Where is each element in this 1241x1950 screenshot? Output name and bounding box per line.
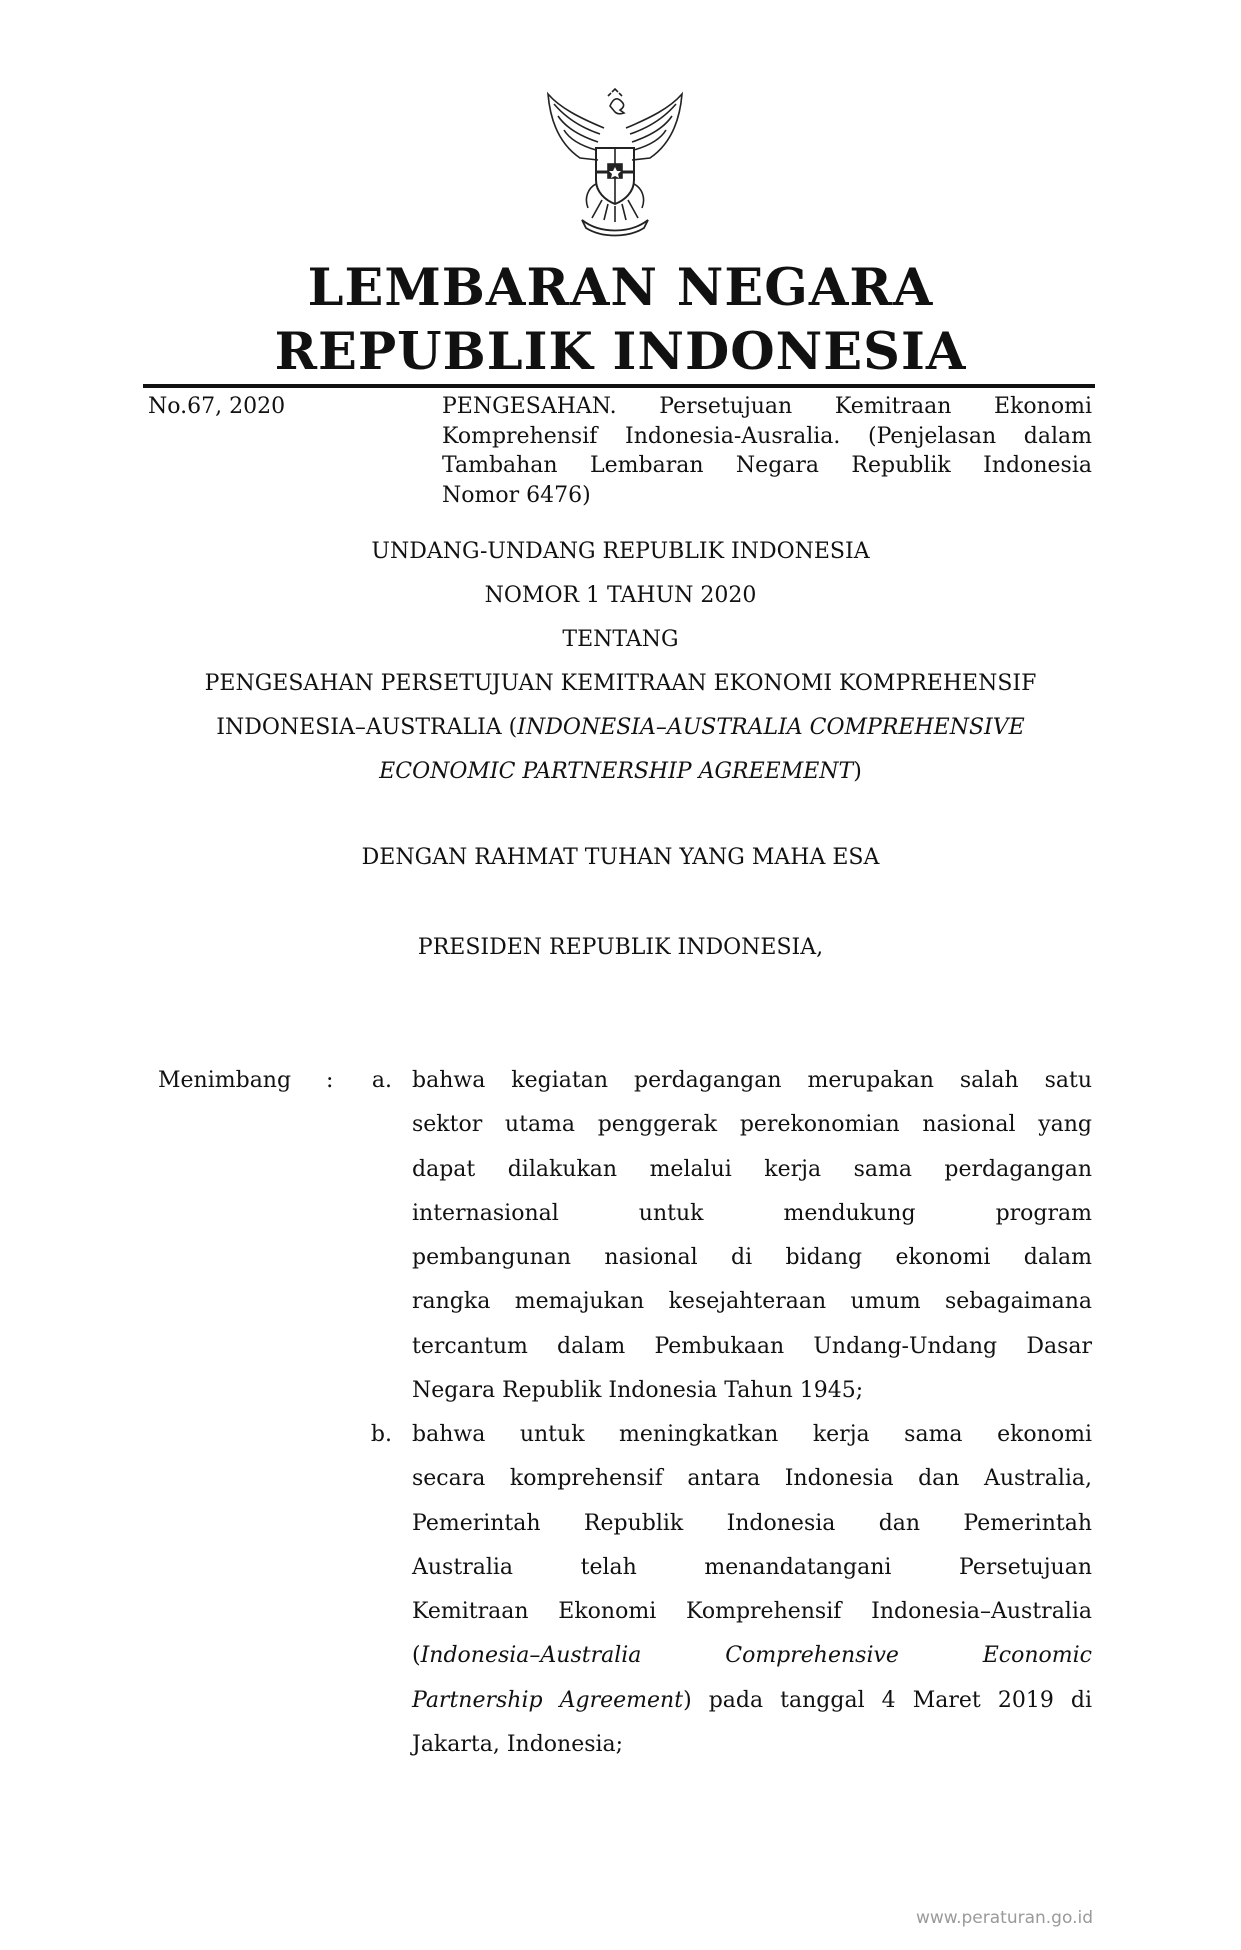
law-subject-line1: PENGESAHAN PERSETUJUAN KEMITRAAN EKONOMI KOMPREHENSIF <box>204 671 1037 696</box>
consideration-item-b <box>412 1413 1092 1767</box>
item-line: rangka memajukan kesejahteraan umum sebagaimana <box>412 1289 1092 1315</box>
gazette-number: No.67, 2020 <box>148 394 286 419</box>
law-subject-prefix: INDONESIA–AUSTRALIA ( <box>216 715 518 740</box>
considerations-colon: : <box>326 1068 334 1093</box>
item-line: Jakarta, Indonesia; <box>412 1732 624 1758</box>
item-line <box>412 1634 1092 1678</box>
law-subject-english: ECONOMIC PARTNERSHIP AGREEMENT <box>379 759 854 784</box>
item-line: Negara Republik Indonesia Tahun 1945; <box>412 1378 864 1404</box>
law-about: TENTANG <box>562 627 679 652</box>
item-letter-a: a. <box>371 1068 392 1093</box>
masthead-divider <box>143 384 1095 388</box>
open-paren: ( <box>412 1643 421 1669</box>
signing-date-text: ) pada tanggal 4 Maret 2019 di <box>683 1687 1092 1713</box>
agreement-name-english: Partnership Agreement <box>412 1687 684 1713</box>
garuda-pancasila-emblem-icon <box>540 88 690 240</box>
summary-line: Komprehensif Indonesia-Ausralia. (Penjelasan dalam <box>442 423 1092 449</box>
masthead-title-line1: LEMBARAN NEGARA <box>307 258 934 318</box>
considerations-label: Menimbang <box>158 1068 292 1093</box>
law-subject-line2 <box>0 713 1241 743</box>
item-line: tercantum dalam Pembukaan Undang-Undang Dasar <box>412 1333 1092 1359</box>
item-line: dapat dilakukan melalui kerja sama perdagangan <box>412 1156 1092 1182</box>
summary-line: Nomor 6476) <box>442 482 591 508</box>
law-subject-line3 <box>0 757 1241 787</box>
gazette-summary <box>442 392 1092 510</box>
summary-line: Tambahan Lembaran Negara Republik Indonesia <box>442 453 1092 478</box>
item-line: bahwa kegiatan perdagangan merupakan salah satu <box>412 1068 1092 1093</box>
invocation: DENGAN RAHMAT TUHAN YANG MAHA ESA <box>361 845 880 870</box>
item-line <box>412 1679 1092 1723</box>
item-letter-b: b. <box>370 1422 392 1447</box>
item-line: sektor utama penggerak perekonomian nasional yang <box>412 1112 1092 1138</box>
item-line: internasional untuk mendukung program <box>412 1200 1092 1226</box>
item-line: Kemitraan Ekonomi Komprehensif Indonesia–Australia <box>412 1599 1092 1625</box>
item-line: pembangunan nasional di bidang ekonomi dalam <box>412 1245 1092 1271</box>
law-subject-suffix: ) <box>853 759 862 784</box>
item-line: Australia telah menandatangani Persetujuan <box>412 1554 1092 1580</box>
law-type: UNDANG-UNDANG REPUBLIK INDONESIA <box>371 539 870 564</box>
summary-line: PENGESAHAN. Persetujuan Kemitraan Ekonomi <box>442 394 1092 419</box>
item-line: Pemerintah Republik Indonesia dan Pemerintah <box>412 1510 1092 1536</box>
law-number: NOMOR 1 TAHUN 2020 <box>484 583 757 608</box>
issuer: PRESIDEN REPUBLIK INDONESIA, <box>417 935 824 960</box>
consideration-item-a <box>412 1059 1092 1413</box>
law-subject-english: INDONESIA–AUSTRALIA COMPREHENSIVE <box>517 715 1025 740</box>
item-line: secara komprehensif antara Indonesia dan Australia, <box>412 1466 1092 1492</box>
masthead-title-line2: REPUBLIK INDONESIA <box>274 322 967 382</box>
item-line: bahwa untuk meningkatkan kerja sama ekonomi <box>412 1422 1092 1447</box>
source-watermark: www.peraturan.go.id <box>915 1908 1093 1928</box>
agreement-name-english: Indonesia–Australia Comprehensive Economic <box>420 1643 1092 1669</box>
